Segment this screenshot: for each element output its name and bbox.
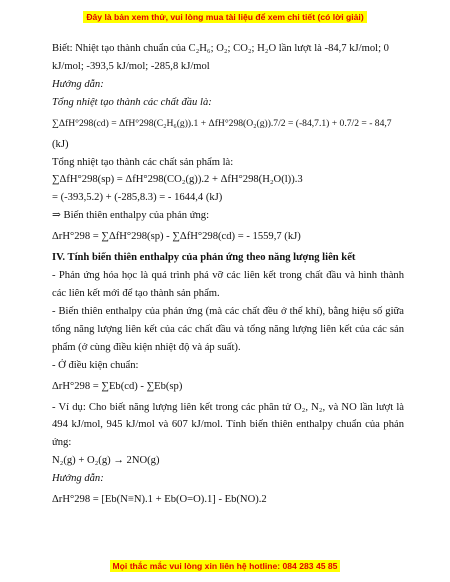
text-line: Biết: Nhiệt tạo thành chuẩn của C₂H₆; O₂; CO₂; H₂O lần lượt là -84,7 kJ/mol; 0 <box>52 43 389 54</box>
equation-line: ∑ΔfH°298(cd) = ΔfH°298(C₂H₆(g)).1 + ΔfH°298(O₂(g)).7/2 = (-84,7.1) + 0.7/2 = - 84,7 <box>52 117 392 129</box>
text-line: kJ/mol; -393,5 kJ/mol; -285,8 kJ/mol <box>52 60 210 72</box>
paragraph: - Ví dụ: Cho biết năng lượng liên kết trong các phân tử O₂, N₂, và NO lần lượt là 494 kJ/mol, 945 kJ/mol và 607 kJ/mol. Tính biến thiên enthalpy chuẩn của phản ứng: <box>52 401 404 449</box>
text-line: ⇒ Biến thiên enthalpy của phản ứng: <box>52 210 210 222</box>
text-line: Tổng nhiệt tạo thành các chất sản phẩm là: <box>52 156 234 168</box>
guide-heading: Hướng dẫn: <box>52 78 104 90</box>
text-line: Tổng nhiệt tạo thành các chất đầu là: <box>52 96 212 108</box>
hotline-banner: Mọi thắc mắc vui lòng xin liên hệ hotline: 084 283 45 85 <box>0 561 450 571</box>
text-line: - Ở điều kiện chuẩn: <box>52 359 139 371</box>
reaction-line: N₂(g) + O₂(g) → 2NO(g) <box>52 455 160 467</box>
section-heading: IV. Tính biến thiên enthalpy của phản ứng theo năng lượng liên kết <box>52 252 356 264</box>
preview-banner: Đây là bản xem thử, vui lòng mua tài liệu để xem chi tiết (có lời giải) <box>0 12 450 22</box>
equation-line: ∑ΔfH°298(sp) = ΔfH°298(CO₂(g)).2 + ΔfH°298(H₂O(l)).3 <box>52 174 303 186</box>
equation-line: ΔrH°298 = [Eb(N≡N).1 + Eb(O=O).1] - Eb(NO).2 <box>52 494 267 506</box>
paragraph: - Phản ứng hóa học là quá trình phá vỡ các liên kết trong chất đầu và hình thành các liên kết mới để tạo thành sản phẩm. <box>52 270 404 299</box>
equation-line: ΔrH°298 = ∑ΔfH°298(sp) - ∑ΔfH°298(cd) = - 1559,7 (kJ) <box>52 231 301 243</box>
text-line: = (-393,5.2) + (-285,8.3) = - 1644,4 (kJ) <box>52 192 223 204</box>
document-body <box>52 40 404 512</box>
equation-line: ΔrH°298 = ∑Eb(cd) - ∑Eb(sp) <box>52 380 183 392</box>
text-line: (kJ) <box>52 138 69 150</box>
guide-heading: Hướng dẫn: <box>52 473 104 485</box>
paragraph: - Biến thiên enthalpy của phản ứng (mà các chất đều ở thể khí), bằng hiệu số giữa tổng năng lượng liên kết của các chất đầu và tổng năng lượng liên kết của các sản phẩm (ở cùng điều kiện nhiệt độ và áp suất). <box>52 305 404 353</box>
